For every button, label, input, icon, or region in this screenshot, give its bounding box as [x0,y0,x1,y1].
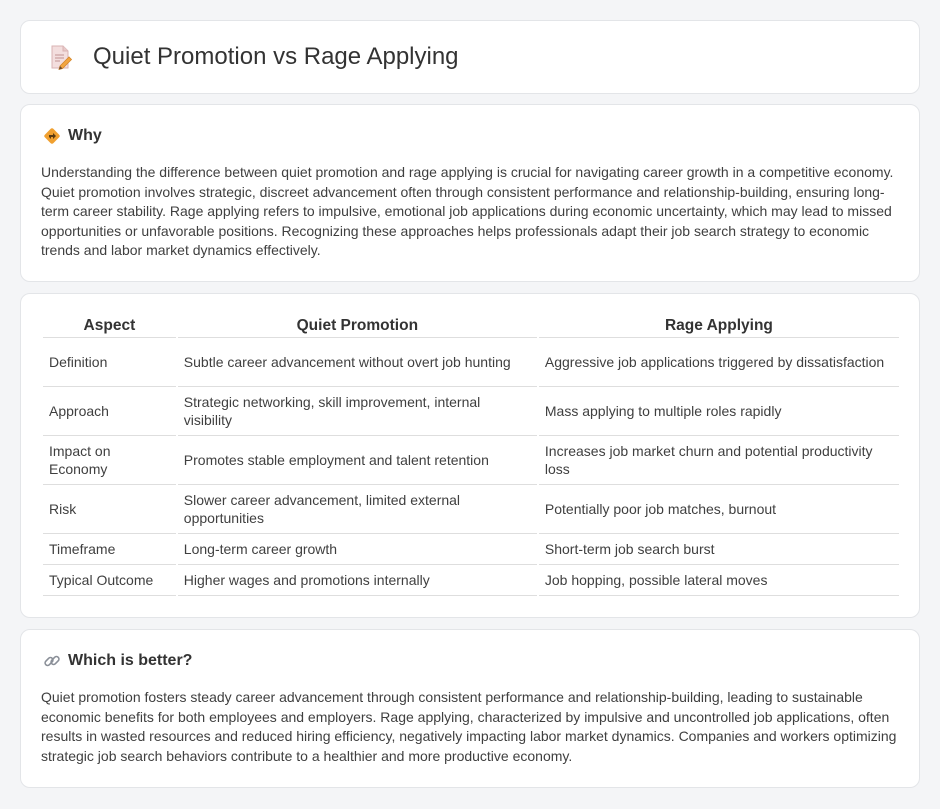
row-quiet-promotion: Subtle career advancement without overt job hunting [178,338,537,387]
why-card [20,104,920,282]
document-pencil-icon [47,44,73,70]
comparison-card [20,293,920,618]
better-title: Which is better? [68,652,193,669]
table-row [43,387,899,436]
row-rage-applying: Aggressive job applications triggered by dissatisfaction [539,338,899,387]
comparison-table [41,315,901,596]
header-rage-applying: Rage Applying [539,315,899,338]
better-text: Quiet promotion fosters steady career advancement through consistent performance and relationship-building, leading to sustainable economic benefits for both employees and employers. Rage applying, characterized by impulsive and uncontrolled job applications, often results in wasted resources and reduced hiring efficiency, negatively impacting labor market dynamics. Companies and workers optimizing strategic job search behaviors contribute to a healthier and more productive economy. [41,689,897,764]
header-quiet-promotion: Quiet Promotion [178,315,537,338]
row-quiet-promotion: Higher wages and promotions internally [178,565,537,596]
better-heading [21,630,919,670]
row-rage-applying: Increases job market churn and potential productivity loss [539,436,899,485]
table-row [43,338,899,387]
row-quiet-promotion: Promotes stable employment and talent retention [178,436,537,485]
page-title: Quiet Promotion vs Rage Applying [93,43,459,70]
table-row [43,436,899,485]
row-rage-applying: Mass applying to multiple roles rapidly [539,387,899,436]
row-aspect: Definition [43,338,176,387]
row-aspect: Risk [43,485,176,534]
why-text: Understanding the difference between quiet promotion and rage applying is crucial for navigating career growth in a competitive economy. Quiet promotion involves strategic, discreet advancement often through consistent performance and relationship-building, ensuring long-term career stability. Rage applying refers to impulsive, emotional job applications during economic uncertainty, which may lead to missed opportunities or unfavorable positions. Recognizing these approaches helps professionals adapt their job search strategy to economic trends and labor market dynamics effectively. [41,164,894,259]
row-quiet-promotion: Strategic networking, skill improvement, internal visibility [178,387,537,436]
row-quiet-promotion: Long-term career growth [178,534,537,565]
table-row [43,534,899,565]
link-icon [43,652,61,670]
header-aspect: Aspect [43,315,176,338]
diamond-arrow-icon [43,127,61,145]
row-rage-applying: Potentially poor job matches, burnout [539,485,899,534]
row-quiet-promotion: Slower career advancement, limited external opportunities [178,485,537,534]
table-row [43,565,899,596]
row-rage-applying: Job hopping, possible lateral moves [539,565,899,596]
row-aspect: Approach [43,387,176,436]
header [21,21,919,93]
table-header-row [43,315,899,338]
table-row [43,485,899,534]
which-is-better-card [20,629,920,788]
why-heading [21,105,919,145]
header-card [20,20,920,94]
row-aspect: Impact on Economy [43,436,176,485]
row-aspect: Typical Outcome [43,565,176,596]
why-title: Why [68,127,102,144]
row-aspect: Timeframe [43,534,176,565]
row-rage-applying: Short-term job search burst [539,534,899,565]
